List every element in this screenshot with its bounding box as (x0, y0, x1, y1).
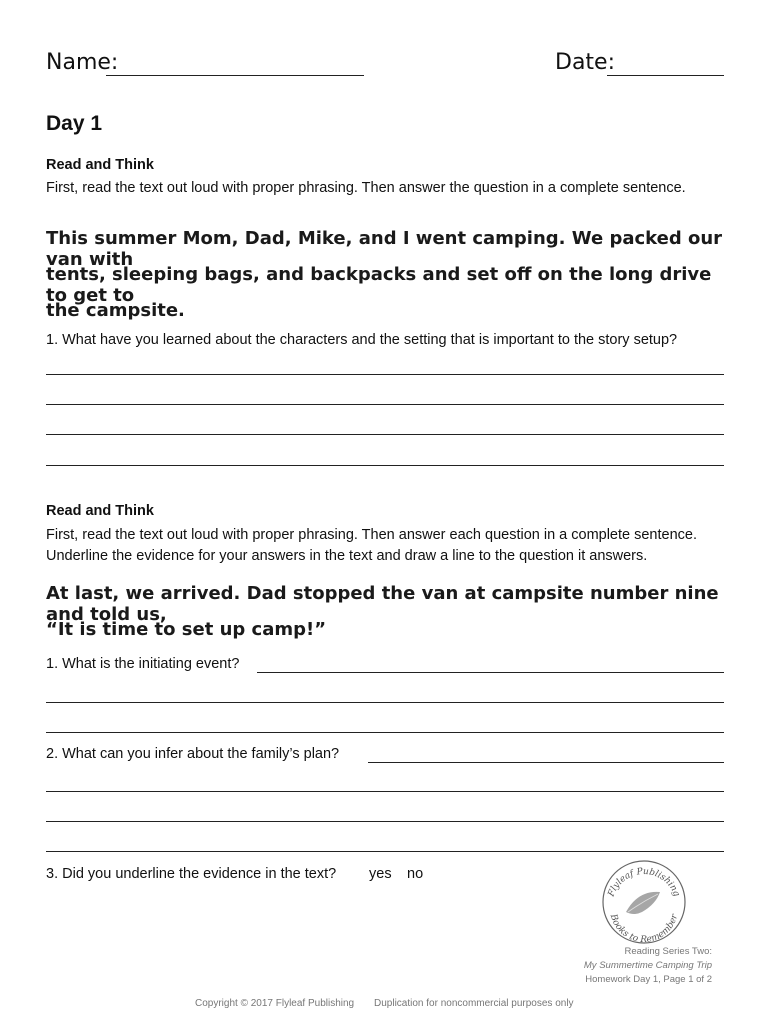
book-title: My Summertime Camping Trip (583, 960, 712, 971)
svg-text:Flyleaf Publishing: Flyleaf Publishing (606, 866, 682, 899)
answer-line[interactable] (46, 465, 724, 466)
section1-question-1: 1. What have you learned about the characters and the setting that is important to the story setup? (46, 332, 678, 348)
section1-passage-line-2: tents, sleeping bags, and backpacks and set off on the long drive to get to (46, 264, 712, 306)
section1-passage-line-1: This summer Mom, Dad, Mike, and I went camping. We packed our van with (46, 228, 723, 270)
series-label: Reading Series Two: (624, 946, 712, 957)
section2-question-1: 1. What is the initiating event? (46, 656, 240, 672)
section2-passage-line-2: “It is time to set up camp!” (46, 619, 327, 640)
section2-instructions-line-1: First, read the text out loud with proper phrasing. Then answer each question in a complete sentence. (46, 527, 697, 543)
copyright-notice: Copyright © 2017 Flyleaf Publishing (195, 998, 355, 1009)
flyleaf-publishing-seal-icon (598, 856, 690, 948)
answer-line[interactable] (257, 672, 724, 673)
section2-instructions-line-2: Underline the evidence for your answers in the text and draw a line to the question it answers. (46, 548, 648, 564)
answer-line[interactable] (46, 374, 724, 375)
page-info: Homework Day 1, Page 1 of 2 (585, 974, 712, 985)
answer-line[interactable] (46, 434, 724, 435)
section2-question-3: 3. Did you underline the evidence in the text? (46, 866, 337, 882)
name-line[interactable] (106, 75, 364, 76)
duplication-notice: Duplication for noncommercial purposes only (374, 998, 574, 1009)
answer-line[interactable] (368, 762, 724, 763)
section1-heading: Read and Think (46, 157, 154, 173)
answer-line[interactable] (46, 821, 724, 822)
section1-passage-line-3: the campsite. (46, 300, 185, 321)
date-line[interactable] (607, 75, 724, 76)
answer-line[interactable] (46, 791, 724, 792)
answer-line[interactable] (46, 851, 724, 852)
answer-line[interactable] (46, 404, 724, 405)
answer-line[interactable] (46, 702, 724, 703)
section2-passage-line-1: At last, we arrived. Dad stopped the van at campsite number nine and told us, (46, 583, 719, 625)
section2-question-2: 2. What can you infer about the family’s plan? (46, 746, 340, 762)
answer-line[interactable] (46, 732, 724, 733)
section2-heading: Read and Think (46, 503, 154, 519)
svg-text:Books to Remember: Books to Remember (607, 913, 681, 946)
no-option[interactable]: no (407, 866, 424, 882)
yes-option[interactable]: yes (369, 866, 392, 882)
day-title: Day 1 (46, 112, 103, 135)
date-label: Date: (555, 50, 615, 75)
name-label: Name: (46, 50, 119, 75)
section1-instructions: First, read the text out loud with proper phrasing. Then answer the question in a complete sentence. (46, 180, 686, 196)
